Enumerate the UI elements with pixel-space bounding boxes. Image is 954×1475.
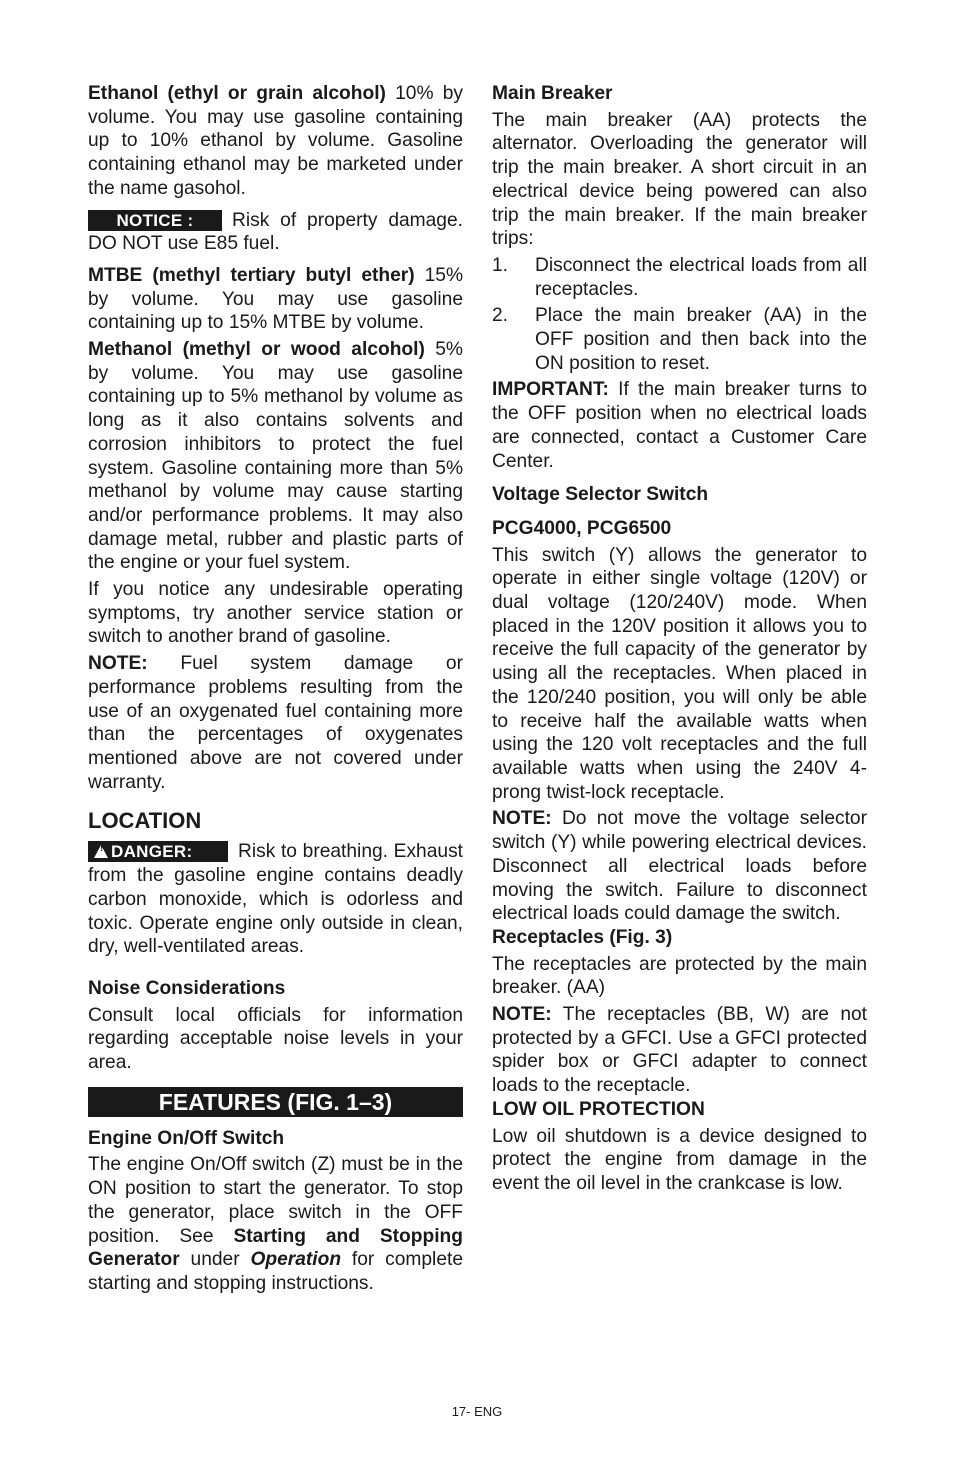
danger-paragraph (88, 840, 463, 959)
mtbe-paragraph (88, 264, 463, 335)
fuel-note-label: NOTE: (88, 653, 148, 675)
engine-text-3: for complete starting and stopping instructions. (88, 1249, 463, 1294)
noise-heading: Noise Considerations (88, 977, 286, 999)
step-number: 2. (492, 305, 509, 327)
models-heading: PCG4000, PCG6500 (492, 517, 672, 539)
methanol-paragraph (88, 338, 463, 575)
engine-text-2: under (179, 1249, 251, 1271)
ethanol-text: 10% by volume. You may use gasoline containing up to 10% ethanol by volume. Gasoline containing ethanol may be marketed under the name gasohol. (88, 83, 463, 199)
gfci-note-label: NOTE: (492, 1004, 552, 1026)
warning-triangle-icon: ! (94, 841, 111, 862)
breaker-steps (492, 254, 867, 376)
features-banner: FEATURES (FIG. 1–3) (88, 1087, 463, 1117)
important-paragraph (492, 378, 867, 473)
page-number: 17- ENG (451, 1404, 503, 1419)
methanol-term: Methanol (methyl or wood alcohol) (88, 339, 425, 361)
voltage-note-paragraph (492, 807, 867, 926)
main-breaker-heading: Main Breaker (492, 83, 613, 104)
engine-switch-heading: Engine On/Off Switch (88, 1127, 285, 1149)
methanol-text: 5% by volume. You may use gasoline containing up to 5% methanol by volume as long as it also contains solvents and corrosion inhibitors to protect the fuel system. Gasoline containing more than 5% methanol by volume may cause starting and/or performance problems. It may also damage metal, rubber and plastic parts of the engine or your fuel system. (88, 339, 463, 574)
fuel-note-paragraph (88, 652, 463, 794)
mtbe-text: 15% by volume. You may use gasoline containing up to 15% MTBE by volume. (88, 264, 464, 334)
danger-text: Risk to breathing. Exhaust from the gasoline engine contains deadly carbon monoxide, which is odorless and toxic. Operate engine only outside in clean, dry, well-ventilated areas. (88, 841, 463, 958)
list-item (492, 254, 867, 301)
noise-paragraph: Consult local officials for information regarding acceptable noise levels in your area. (88, 1004, 463, 1074)
fuel-note-text: Fuel system damage or performance problems resulting from the use of an oxygenated fuel containing more than the percentages of oxygenates mentioned above are not covered under warranty. (88, 653, 463, 793)
engine-switch-paragraph (88, 1153, 463, 1295)
low-oil-paragraph: Low oil shutdown is a device designed to protect the engine from damage in the event the oil level in the crankcase is low. (492, 1125, 867, 1194)
important-label: IMPORTANT: (492, 379, 609, 401)
gfci-note-paragraph (492, 1003, 867, 1098)
voltage-note-label: NOTE: (492, 808, 552, 830)
engine-bold-ref: Starting and Stopping Generator (88, 1225, 463, 1271)
step-text: Disconnect the electrical loads from all receptacles. (535, 254, 867, 300)
voltage-note-text: Do not move the voltage selector switch (Y) while powering electrical devices. Disconnect all electrical loads before moving the switch. Failure to disconnect electrical loads could damage the switch. (492, 808, 867, 925)
ethanol-term: Ethanol (ethyl or grain alcohol) (88, 83, 386, 104)
step-text: Place the main breaker (AA) in the OFF position and then back into the ON position to reset. (535, 305, 867, 374)
list-item (492, 304, 867, 375)
important-text: If the main breaker turns to the OFF position when no electrical loads are connected, contact a Customer Care Center. (492, 379, 867, 472)
notice-badge: NOTICE : (88, 210, 222, 231)
main-breaker-paragraph: The main breaker (AA) protects the alternator. Overloading the generator will trip the main breaker. A short circuit in an electrical device being powered can also trip the main breaker. If the main breaker trips: (492, 109, 867, 250)
engine-italic-ref: Operation (250, 1249, 342, 1271)
gfci-note-text: The receptacles (BB, W) are not protected by a GFCI. Use a GFCI protected spider box or GFCI adapter to connect loads to the receptacle. (492, 1004, 867, 1097)
receptacles-heading: Receptacles (Fig. 3) (492, 926, 673, 948)
location-heading: LOCATION (88, 808, 202, 834)
voltage-paragraph: This switch (Y) allows the generator to operate in either single voltage (120V) or dual voltage (120/240V) mode. When placed in the 120V position it allows you to receive the full capacity of the generator by using all the receptacles. When placed in the 120/240 position, you will only be able to receive half the available watts when using the 120 volt receptacles and the full available watts when using the 240V 4-prong twist-lock receptacle. (492, 544, 867, 803)
danger-label: DANGER: (111, 842, 193, 862)
mtbe-term: MTBE (methyl tertiary butyl ether) (88, 264, 415, 286)
low-oil-heading: LOW OIL PROTECTION (492, 1098, 705, 1120)
undesirable-paragraph: If you notice any undesirable operating symptoms, try another service station or switch to another brand of gasoline. (88, 579, 463, 648)
step-number: 1. (492, 254, 509, 276)
engine-text-1: The engine On/Off switch (Z) must be in the ON position to start the generator. To stop the generator, place switch in the OFF position. See (88, 1154, 463, 1247)
ethanol-paragraph (88, 82, 463, 201)
notice-paragraph (88, 209, 463, 256)
left-column (88, 82, 463, 1296)
receptacles-paragraph: The receptacles are protected by the main breaker. (AA) (492, 953, 867, 999)
danger-badge (88, 841, 228, 862)
notice-text: Risk of property damage. DO NOT use E85 fuel. (88, 209, 463, 255)
voltage-selector-heading: Voltage Selector Switch (492, 484, 709, 506)
right-column (492, 82, 867, 1196)
